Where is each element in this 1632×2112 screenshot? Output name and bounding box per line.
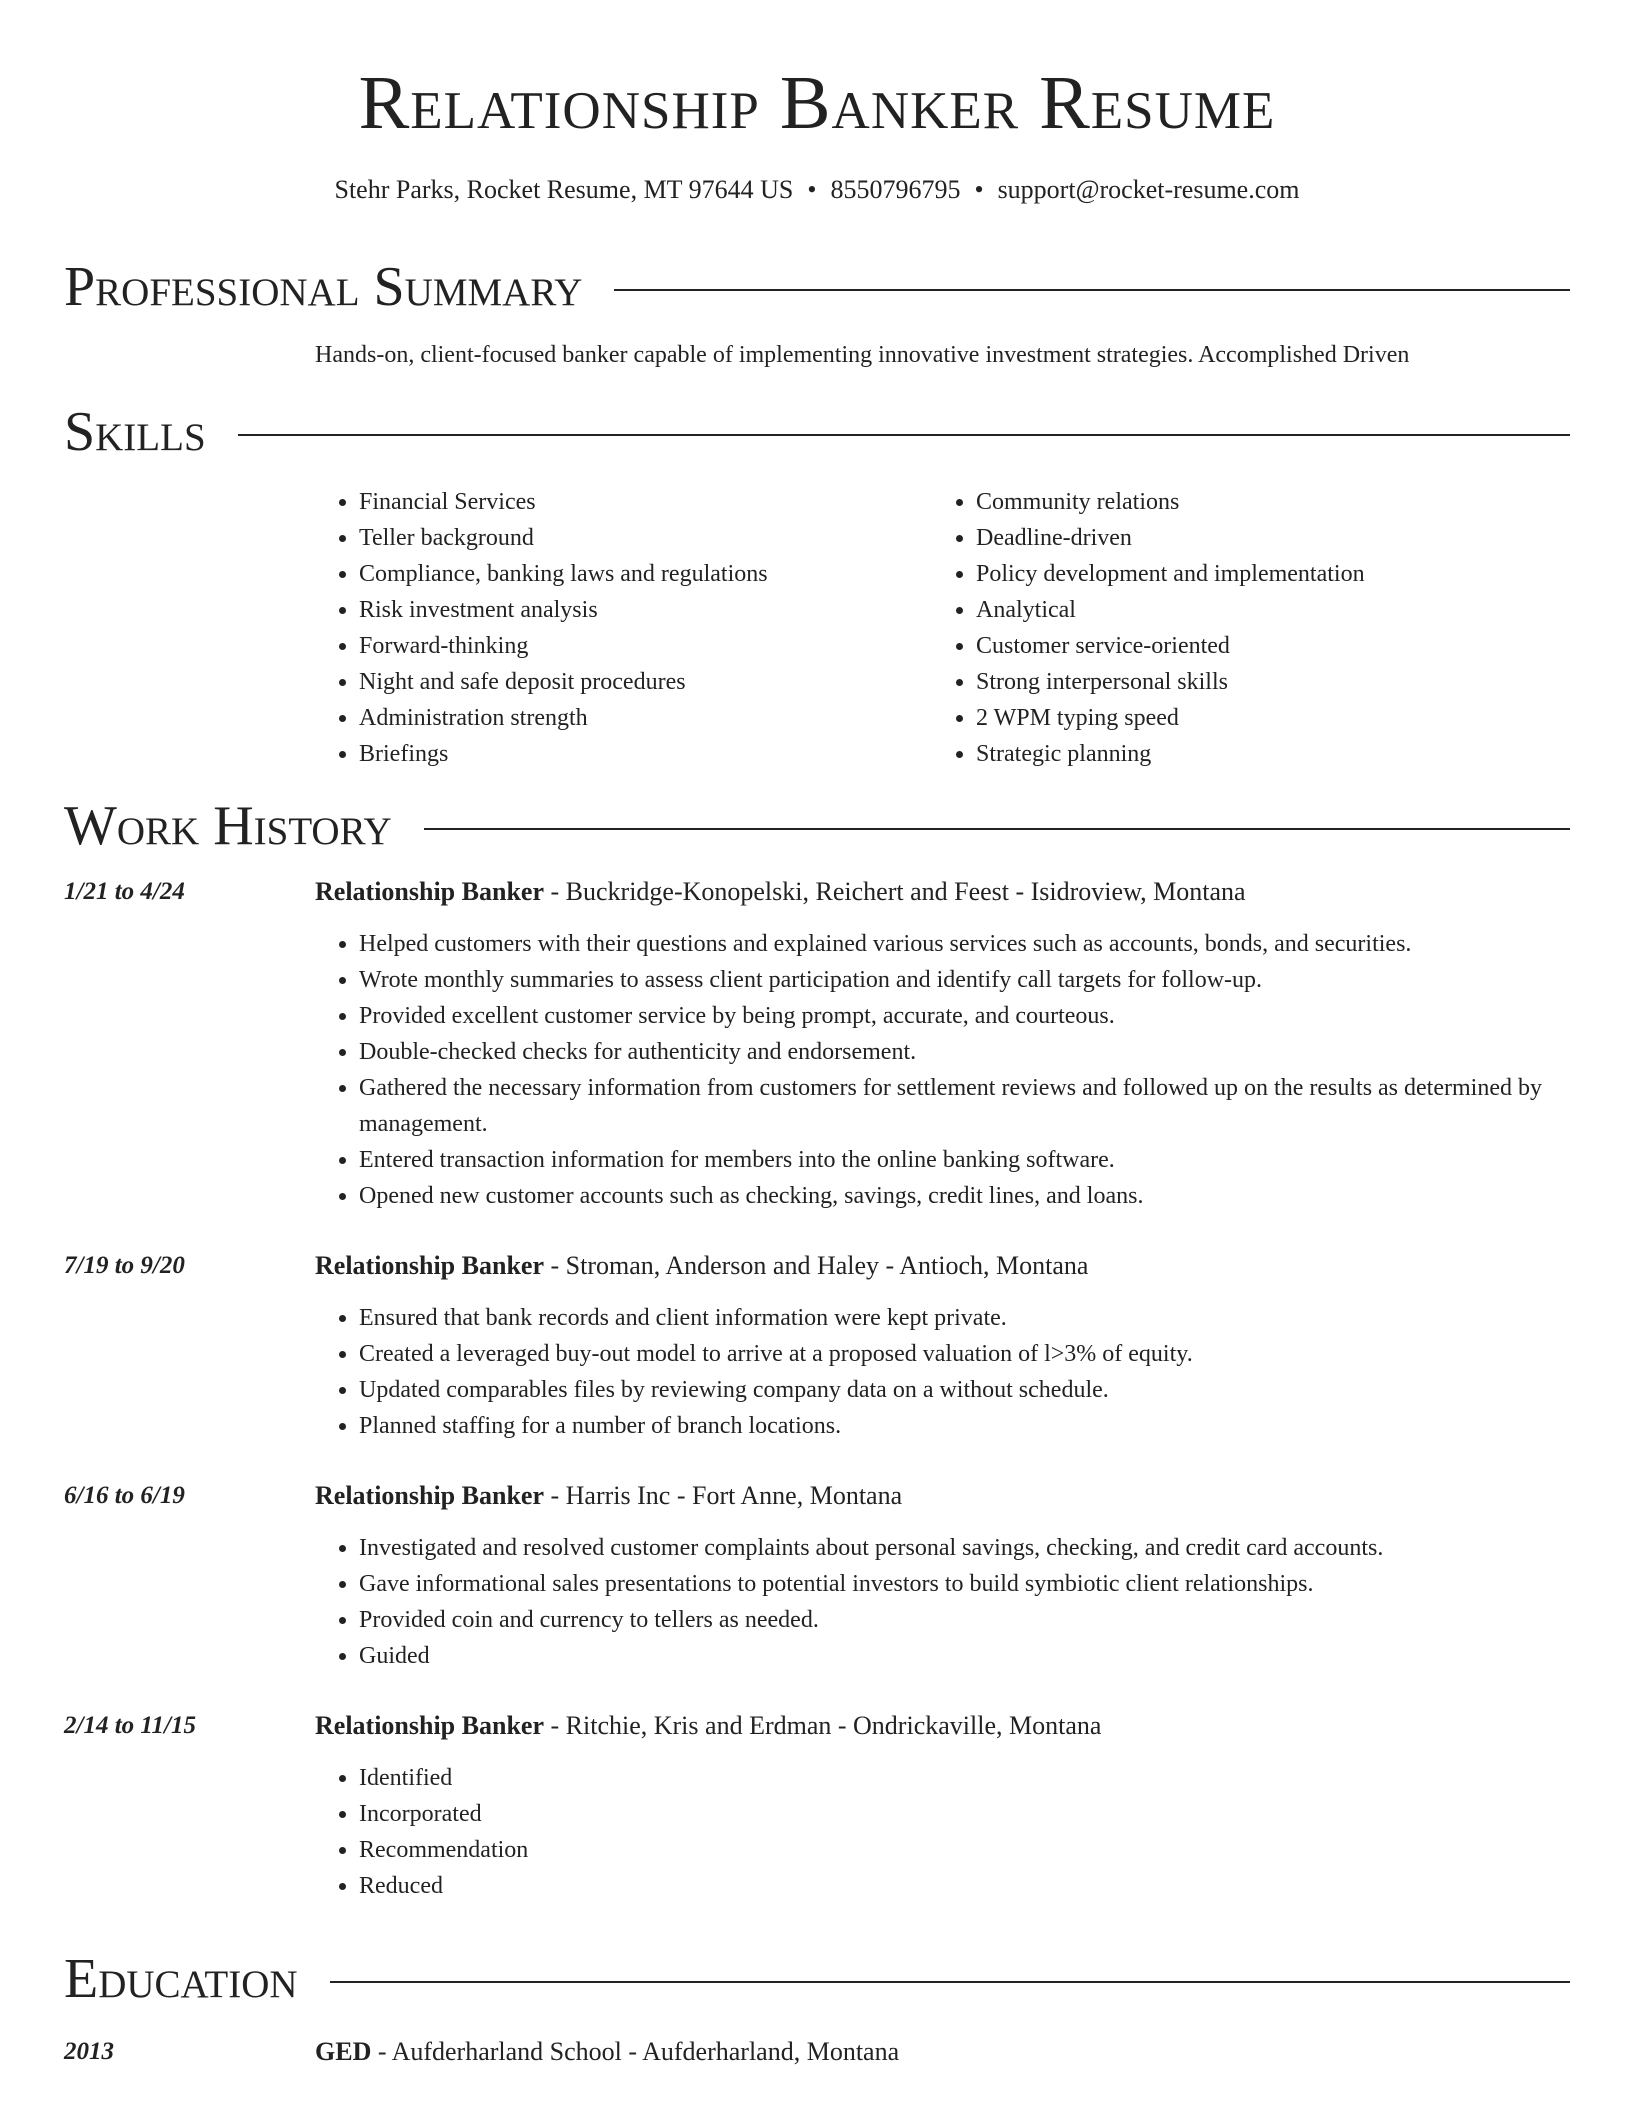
job-bullet: • Identified (359, 1760, 1565, 1796)
job-bullet: • Created a leveraged buy-out model to arrive at a proposed valuation of l>3% of equity. (359, 1336, 1565, 1372)
skills-column-right (932, 484, 1549, 772)
job-bullet: • Double-checked checks for authenticity and endorsement. (359, 1034, 1565, 1070)
job-bullet: • Guided (359, 1638, 1565, 1674)
job-dates: 2/14 to 11/15 (64, 1712, 196, 1739)
skills-column-left (315, 484, 932, 772)
contact-separator: • (807, 175, 817, 204)
job-title: Relationship Banker (315, 1251, 544, 1280)
job-bullets (315, 1300, 1565, 1444)
job-bullet: • Entered transaction information for members into the online banking software. (359, 1142, 1565, 1178)
section-summary-header (64, 252, 1570, 322)
skill-item: • Analytical (976, 592, 1549, 628)
skill-item: • Policy development and implementation (976, 556, 1549, 592)
job-bullet: • Ensured that bank records and client information were kept private. (359, 1300, 1565, 1336)
section-work-header (64, 791, 1570, 861)
education-line (315, 2034, 899, 2070)
job-title-line (315, 874, 1570, 910)
job-header (64, 1248, 1570, 1284)
job-bullet: • Opened new customer accounts such as checking, savings, credit lines, and loans. (359, 1178, 1565, 1214)
job-bullet: • Wrote monthly summaries to assess client participation and identify call targets for follow-up. (359, 962, 1565, 998)
skill-item: • Financial Services (359, 484, 932, 520)
education-school: - Aufderharland School - Aufderharland, Montana (371, 2037, 900, 2066)
job-employer: - Ritchie, Kris and Erdman - Ondrickaville, Montana (544, 1711, 1102, 1740)
section-divider (238, 434, 1570, 436)
job-title: Relationship Banker (315, 1481, 544, 1510)
job-bullet: • Provided excellent customer service by being prompt, accurate, and courteous. (359, 998, 1565, 1034)
contact-line (64, 172, 1570, 208)
job-bullets (315, 1530, 1565, 1674)
resume-title: Relationship Banker Resume (358, 61, 1276, 145)
job-dates: 7/19 to 9/20 (64, 1252, 185, 1279)
education-degree: GED (315, 2037, 372, 2066)
skill-item: • Administration strength (359, 700, 932, 736)
skill-item: • Strong interpersonal skills (976, 664, 1549, 700)
section-divider (424, 828, 1570, 830)
skill-item: • Night and safe deposit procedures (359, 664, 932, 700)
skills-list (315, 484, 1565, 772)
skill-item: • Forward-thinking (359, 628, 932, 664)
job-header (64, 874, 1570, 910)
skill-item: • Teller background (359, 520, 932, 556)
education-entry (64, 2034, 1570, 2070)
job-bullet: • Incorporated (359, 1796, 1565, 1832)
job-bullets (315, 1760, 1565, 1904)
job-bullet: • Updated comparables files by reviewing company data on a without schedule. (359, 1372, 1565, 1408)
education-year: 2013 (64, 2038, 114, 2065)
contact-email[interactable]: support@rocket-resume.com (997, 175, 1300, 204)
section-education-title: Education (64, 1948, 298, 2010)
job-title: Relationship Banker (315, 877, 544, 906)
job-entry (64, 1478, 1570, 1674)
job-bullet: • Gathered the necessary information from customers for settlement reviews and followed up on the results as determined by management. (359, 1070, 1565, 1142)
job-employer: - Buckridge-Konopelski, Reichert and Feest - Isidroview, Montana (544, 877, 1246, 906)
skill-item: • Customer service-oriented (976, 628, 1549, 664)
contact-address: Stehr Parks, Rocket Resume, MT 97644 US (334, 175, 794, 204)
skill-item: • Compliance, banking laws and regulations (359, 556, 932, 592)
job-title-line (315, 1478, 1570, 1514)
skill-item: • Strategic planning (976, 736, 1549, 772)
section-divider (614, 289, 1570, 291)
skill-item: • Community relations (976, 484, 1549, 520)
contact-separator: • (974, 175, 984, 204)
job-title-line (315, 1248, 1570, 1284)
skill-item: • Risk investment analysis (359, 592, 932, 628)
job-bullet: • Gave informational sales presentations to potential investors to build symbiotic client relationships. (359, 1566, 1565, 1602)
section-work-title: Work History (64, 795, 392, 857)
job-header (64, 1708, 1570, 1744)
job-entry (64, 1248, 1570, 1444)
contact-phone: 8550796795 (830, 175, 961, 204)
section-summary-title: Professional Summary (64, 256, 583, 318)
job-bullet: • Planned staffing for a number of branch locations. (359, 1408, 1565, 1444)
section-education-header (64, 1944, 1570, 2014)
job-bullet: • Reduced (359, 1868, 1565, 1904)
job-title: Relationship Banker (315, 1711, 544, 1740)
job-bullet: • Provided coin and currency to tellers as needed. (359, 1602, 1565, 1638)
job-entry (64, 1708, 1570, 1904)
job-employer: - Stroman, Anderson and Haley - Antioch, Montana (544, 1251, 1089, 1280)
job-dates: 6/16 to 6/19 (64, 1482, 185, 1509)
job-header (64, 1478, 1570, 1514)
job-title-line (315, 1708, 1570, 1744)
section-divider (330, 1981, 1570, 1983)
job-bullet: • Investigated and resolved customer complaints about personal savings, checking, and credit card accounts. (359, 1530, 1565, 1566)
skill-item: • Briefings (359, 736, 932, 772)
job-entry (64, 874, 1570, 1214)
section-skills-title: Skills (64, 401, 206, 463)
job-dates: 1/21 to 4/24 (64, 878, 185, 905)
job-bullet: • Helped customers with their questions and explained various services such as accounts, bonds, and securities. (359, 926, 1565, 962)
job-bullet: • Recommendation (359, 1832, 1565, 1868)
job-bullets (315, 926, 1565, 1214)
skill-item: • 2 WPM typing speed (976, 700, 1549, 736)
job-employer: - Harris Inc - Fort Anne, Montana (544, 1481, 903, 1510)
skill-item: • Deadline-driven (976, 520, 1549, 556)
section-skills-header (64, 397, 1570, 467)
summary-text: Hands-on, client-focused banker capable of implementing innovative investment strategies. Accomplished Driven (315, 342, 1410, 368)
